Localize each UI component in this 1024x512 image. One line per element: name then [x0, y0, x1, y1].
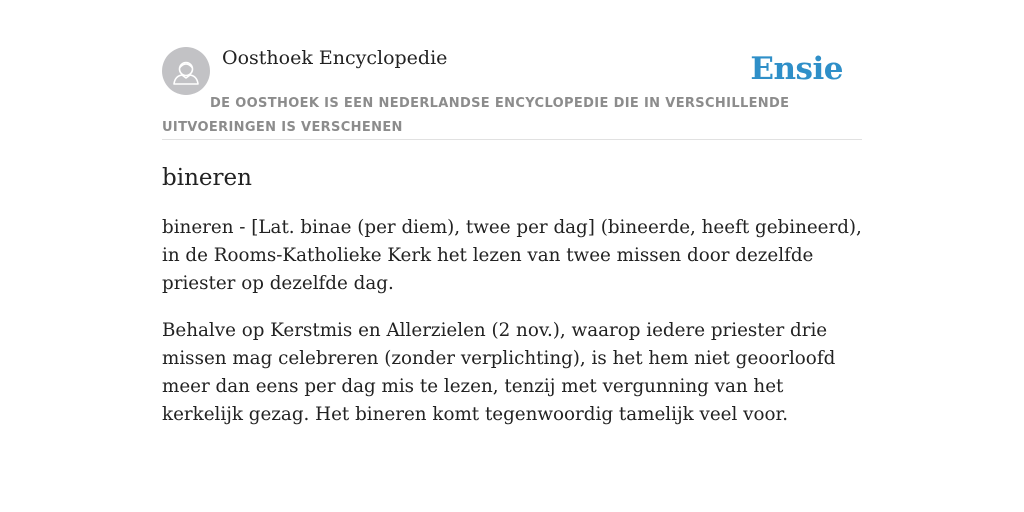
- article-paragraph: bineren - [Lat. binae (per diem), twee per dag] (bineerde, heeft gebineerd), in de Rooms-Katholieke Kerk het lezen van twee missen door dezelfde priester op dezelfde dag.: [162, 217, 862, 294]
- ensie-logo[interactable]: Ensie: [750, 51, 843, 87]
- publisher-avatar[interactable]: [162, 47, 210, 95]
- article-title: bineren: [162, 165, 252, 191]
- publisher-description: DE OOSTHOEK IS EEN NEDERLANDSE ENCYCLOPEDIE DIE IN VERSCHILLENDE UITVOERINGEN IS VERSCHENEN: [162, 96, 790, 135]
- article-paragraph: Behalve op Kerstmis en Allerzielen (2 nov.), waarop iedere priester drie missen mag celebreren (zonder verplichting), is het hem niet geoorloofd meer dan eens per dag mis te lezen, tenzij met vergunning van het kerkelijk gezag. Het bineren komt tegenwoordig tamelijk veel voor.: [162, 320, 836, 425]
- publisher-header: [162, 46, 862, 140]
- publisher-name[interactable]: Oosthoek Encyclopedie: [222, 47, 448, 69]
- user-silhouette-icon: [162, 47, 210, 95]
- article: [162, 160, 862, 448]
